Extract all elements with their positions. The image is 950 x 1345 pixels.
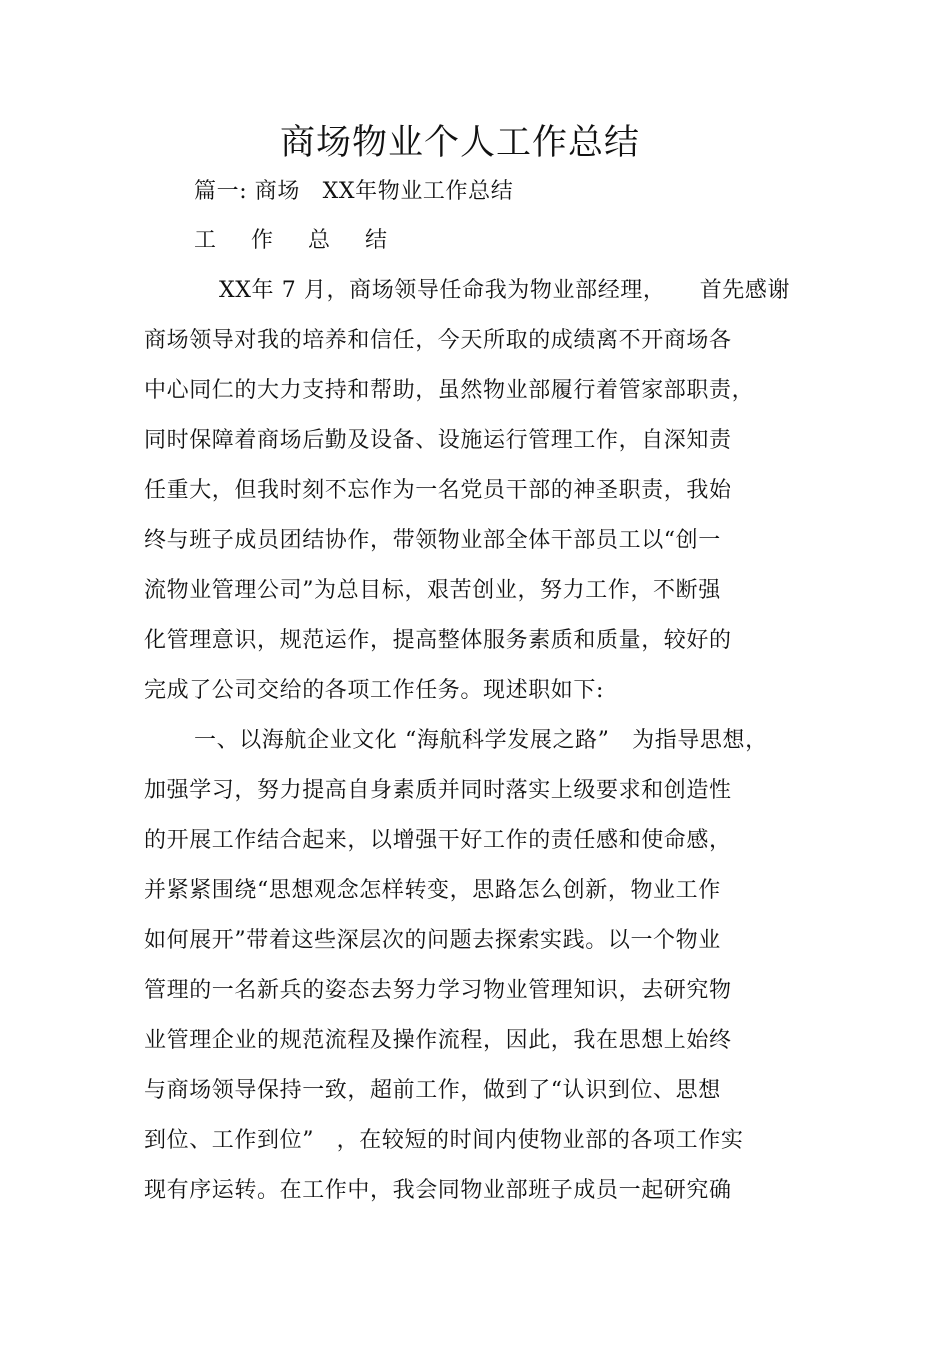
paragraph-line: 一、以海航企业文化 “海航科学发展之路” 为指导思想， bbox=[194, 728, 768, 753]
document-subtitle: 篇一: 商场 XX年物业工作总结 bbox=[194, 179, 514, 204]
paragraph-line: 业管理企业的规范流程及操作流程，因此，我在思想上始终 bbox=[144, 1028, 732, 1053]
paragraph-line: 与商场领导保持一致，超前工作，做到了“认识到位、思想 bbox=[144, 1078, 721, 1103]
paragraph-line: 商场领导对我的培养和信任，今天所取的成绩离不开商场各 bbox=[144, 328, 732, 353]
paragraph-line: 化管理意识，规范运作，提高整体服务素质和质量，较好的 bbox=[144, 628, 732, 653]
paragraph-line: 加强学习，努力提高自身素质并同时落实上级要求和创造性 bbox=[144, 778, 732, 803]
paragraph-line: 现有序运转。在工作中，我会同物业部班子成员一起研究确 bbox=[144, 1178, 732, 1203]
paragraph-line: 中心同仁的大力支持和帮助，虽然物业部履行着管家部职责， bbox=[144, 378, 755, 403]
document-title: 商场物业个人工作总结 bbox=[279, 123, 640, 163]
paragraph-line: 管理的一名新兵的姿态去努力学习物业管理知识，去研究物 bbox=[144, 978, 732, 1003]
paragraph-line: 终与班子成员团结协作，带领物业部全体干部员工以“创一 bbox=[144, 528, 721, 553]
paragraph-line: 任重大，但我时刻不忘作为一名党员干部的神圣职责，我始 bbox=[144, 478, 732, 503]
paragraph-line: 如何展开”带着这些深层次的问题去探索实践。以一个物业 bbox=[144, 928, 721, 953]
paragraph-line: 流物业管理公司”为总目标，艰苦创业，努力工作，不断强 bbox=[144, 578, 721, 603]
section-heading: 工 作 总 结 bbox=[194, 228, 401, 253]
paragraph-line: XX年 7 月，商场领导任命我为物业部经理， 首先感谢 bbox=[219, 278, 791, 303]
paragraph-line: 并紧紧围绕“思想观念怎样转变，思路怎么创新，物业工作 bbox=[144, 878, 721, 903]
paragraph-line: 完成了公司交给的各项工作任务。现述职如下: bbox=[144, 678, 605, 703]
paragraph-line: 到位、工作到位” ，在较短的时间内使物业部的各项工作实 bbox=[144, 1128, 744, 1153]
paragraph-line: 同时保障着商场后勤及设备、设施运行管理工作，自深知责 bbox=[144, 428, 732, 453]
paragraph-line: 的开展工作结合起来，以增强干好工作的责任感和使命感， bbox=[144, 828, 732, 853]
